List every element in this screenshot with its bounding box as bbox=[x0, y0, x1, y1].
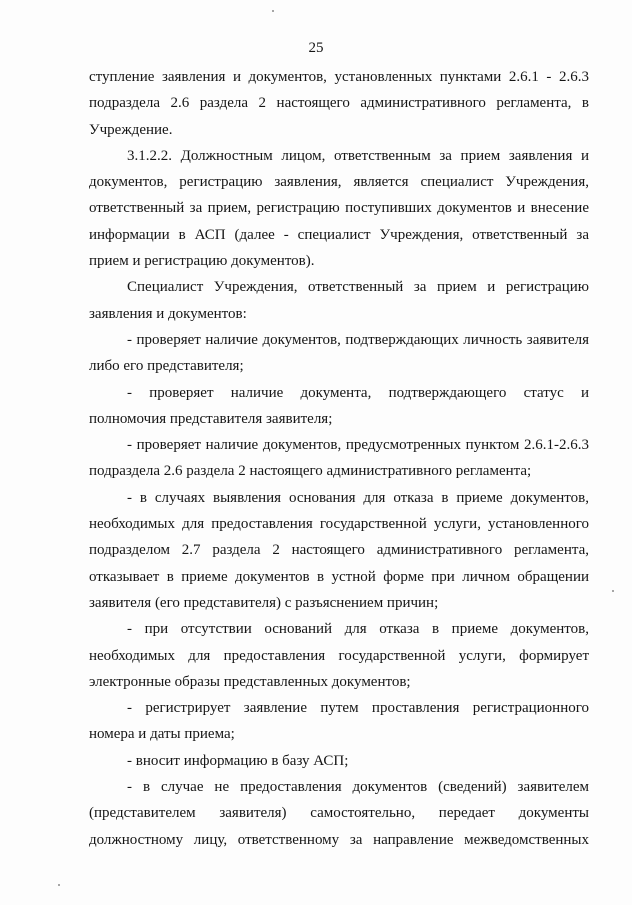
page-body bbox=[89, 64, 589, 853]
list-item-status-check: - проверяет наличие документа, подтверждающего статус и полномочия представителя заявителя; bbox=[89, 384, 589, 427]
page-number: 25 bbox=[308, 40, 324, 56]
list-item-asp-entry: - вносит информацию в базу АСП; bbox=[127, 752, 349, 769]
list-item-refusal: - в случаях выявления основания для отказа в приеме документов, необходимых для предоставления государственной услуги, установленного подразделом 2.7 раздела 2 настоящего административного регламента, отказывает в приеме документов в устной форме при личном обращении заявителя (его представителя) с разъяснением причин; bbox=[89, 489, 589, 611]
paragraph-3-1-2-2: 3.1.2.2. Должностным лицом, ответственным за прием заявления и документов, регистрацию заявления, является специалист Учреждения, ответственный за прием, регистрацию поступивших документов и внесение информации в АСП (далее - специалист Учреждения, ответственный за прием и регистрацию документов). bbox=[89, 147, 589, 270]
scan-speck bbox=[612, 590, 614, 592]
paragraph-specialist-intro: Специалист Учреждения, ответственный за прием и регистрацию заявления и документов: bbox=[89, 279, 589, 322]
list-item-identity-check: - проверяет наличие документов, подтверждающих личность заявителя либо его представителя; bbox=[89, 331, 589, 375]
scan-speck bbox=[58, 884, 60, 886]
list-item-documents-check: - проверяет наличие документов, предусмотренных пунктом 2.6.1-2.6.3 подраздела 2.6 раздела 2 настоящего административного регламента; bbox=[89, 437, 589, 480]
scan-speck bbox=[272, 10, 274, 12]
paragraph-continuation: ступление заявления и документов, установленных пунктами 2.6.1 - 2.6.3 подраздела 2.6 раздела 2 настоящего административного регламента, в Учреждение. bbox=[89, 69, 589, 138]
list-item-transfer: - в случае не предоставления документов (сведений) заявителем (представителем заявителя) самостоятельно, передает документы должностному лицу, ответственному за направление межведомственных bbox=[89, 779, 589, 848]
list-item-registration: - регистрирует заявление путем проставления регистрационного номера и даты приема; bbox=[89, 700, 589, 743]
list-item-electronic-images: - при отсутствии оснований для отказа в приеме документов, необходимых для предоставления государственной услуги, формирует электронные образы представленных документов; bbox=[89, 621, 589, 690]
